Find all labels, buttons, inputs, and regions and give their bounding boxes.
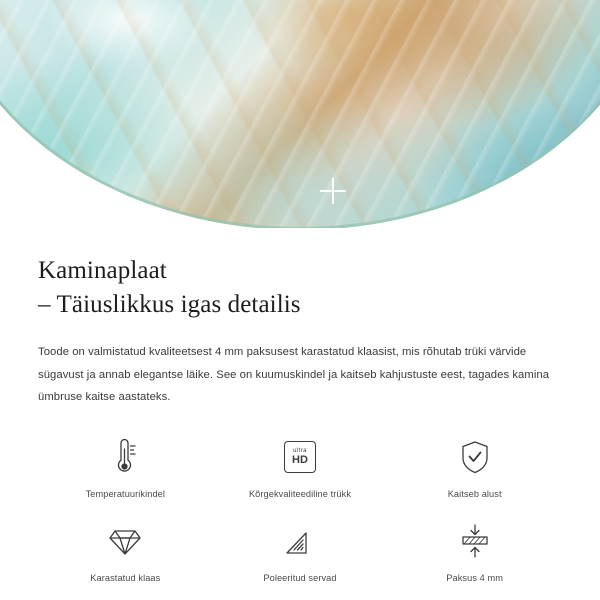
thickness-arrows-icon (457, 519, 493, 563)
thermometer-icon (108, 435, 142, 479)
feature-label: Kaitseb alust (447, 488, 502, 499)
feature-label: Kõrgekvaliteediline trükk (248, 488, 352, 499)
feature-item-surface-protection (387, 435, 562, 499)
feature-label: Poleeritud servad (263, 572, 337, 583)
feature-label: Temperatuurikindel (85, 488, 166, 499)
marble-veins (0, 0, 600, 228)
feature-item-temperature (38, 435, 213, 499)
hero-image (0, 0, 600, 228)
title-line-1: Kaminaplaat (38, 257, 167, 284)
content-area (0, 228, 600, 583)
ultra-hd-top-label: ultra (293, 447, 307, 454)
ultra-hd-bottom-label: HD (292, 453, 308, 466)
shield-check-icon (458, 435, 492, 479)
feature-item-tempered-glass (38, 519, 213, 583)
page-title (38, 254, 562, 321)
title-line-2: – Täiuslikkus igas detailis (38, 290, 301, 318)
feature-label: Karastatud klaas (90, 572, 161, 583)
ultra-hd-icon (284, 435, 316, 479)
feature-item-polished-edges (213, 519, 388, 583)
feature-label: Paksus 4 mm (446, 572, 504, 583)
feature-item-print-quality (213, 435, 388, 499)
diamond-icon (106, 519, 144, 563)
feature-item-thickness (387, 519, 562, 583)
product-description: Toode on valmistatud kvaliteetsest 4 mm paksusest karastatud klaasist, mis rõhutab trüki värvide sügavust ja annab elegantse läike. See on kuumuskindel ja kaitseb kahjustuste eest, tagades kamina ümbruse kaitse aastateks. (38, 346, 550, 404)
feature-grid (38, 435, 562, 583)
polished-edges-icon (282, 519, 318, 563)
